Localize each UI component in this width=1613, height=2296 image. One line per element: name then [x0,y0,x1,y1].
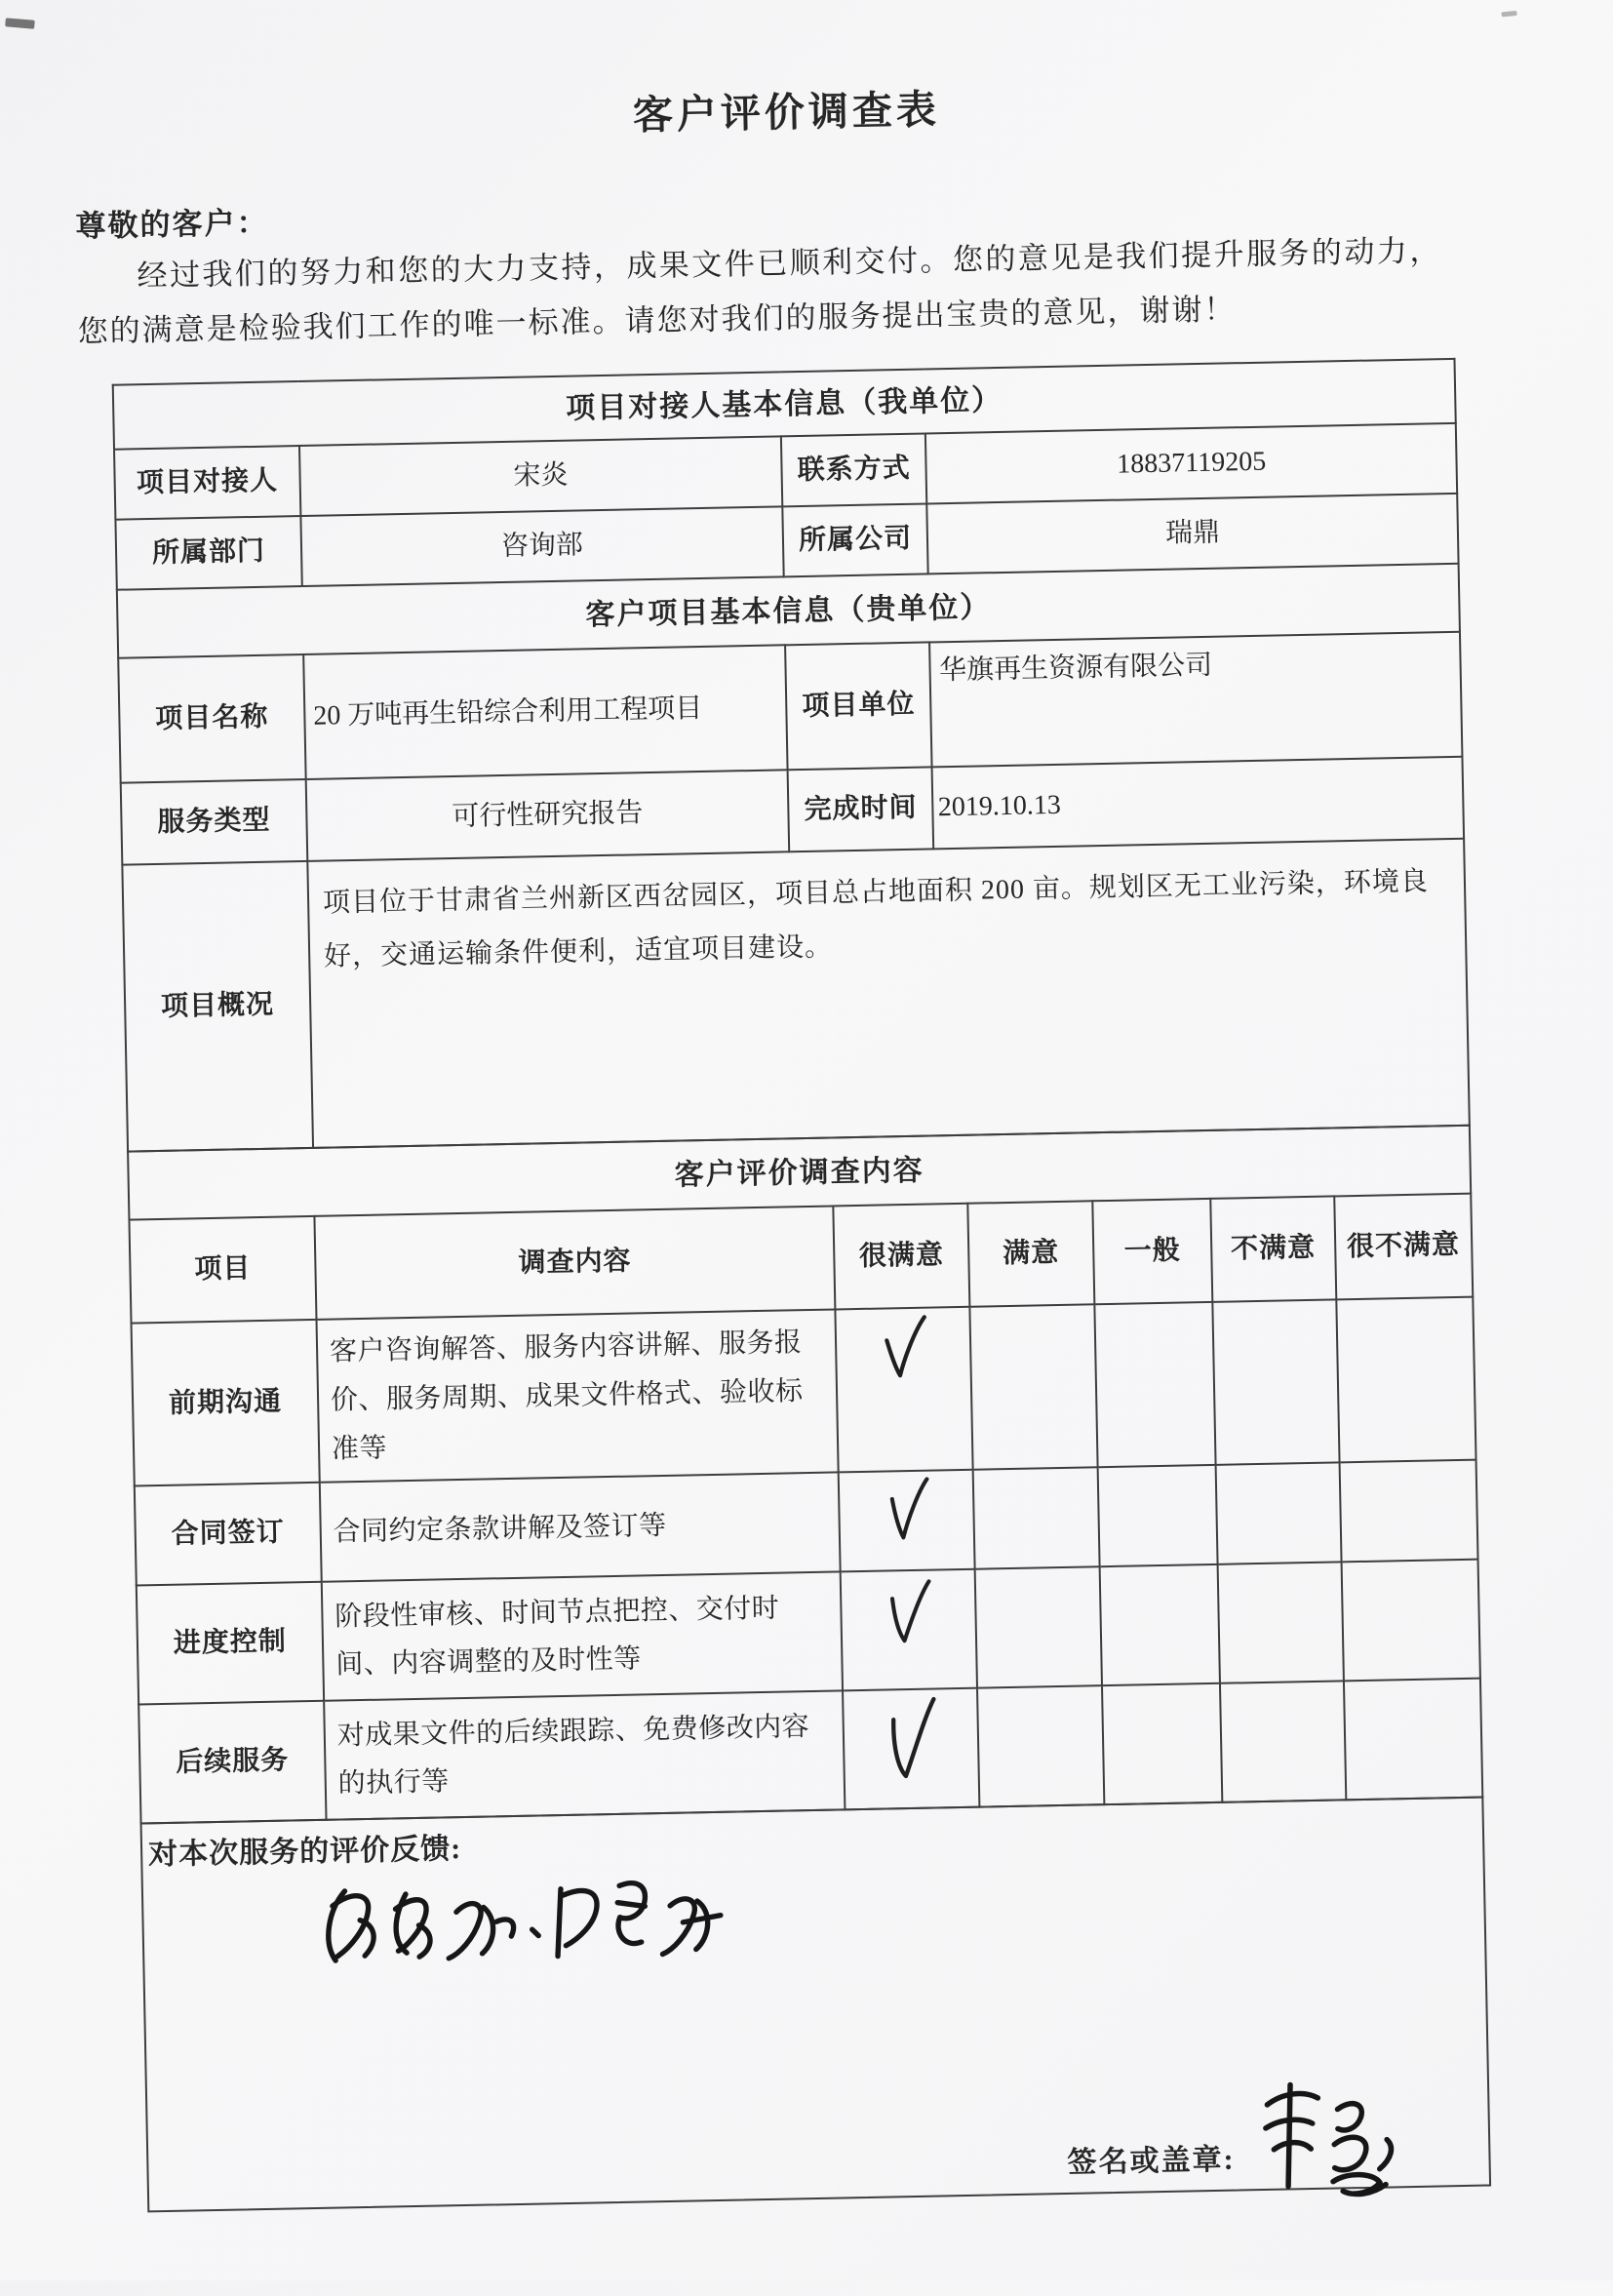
rating-cell-empty [1341,1560,1480,1682]
survey-item-label: 合同签订 [135,1483,322,1586]
checkmark-icon [882,1575,936,1654]
rating-cell-checked [841,1569,977,1691]
value-finish-time: 2019.10.13 [932,757,1464,850]
label-contact-person: 项目对接人 [114,446,300,520]
rating-cell-checked [839,1470,975,1572]
feedback-section [140,1797,1492,2213]
rating-cell-empty [1344,1679,1483,1801]
value-department: 咨询部 [300,506,783,586]
value-project-overview: 项目位于甘肃省兰州新区西岔园区，项目总占地面积 200 亩。规划区无工业污染，环境良好，交通运输条件便利，适宜项目建设。 [307,839,1470,1148]
rating-cell-empty [1339,1460,1477,1563]
label-project-name: 项目名称 [118,654,305,783]
section-title-contact: 项目对接人基本信息（我单位） [113,359,1456,450]
rating-cell-empty [1216,1463,1342,1564]
survey-row [132,1297,1476,1486]
section-title-project: 客户项目基本信息（贵单位） [117,564,1460,658]
feedback-label: 对本次服务的评价反馈: [147,1833,462,1872]
rating-cell-empty [977,1686,1104,1807]
column-header-item: 项目 [129,1216,316,1324]
rating-cell-empty [1218,1563,1344,1683]
survey-item-label: 进度控制 [137,1582,324,1705]
label-contact-method: 联系方式 [781,433,927,506]
form-table [112,358,1491,2213]
page-title: 客户评价调查表 [632,87,941,139]
column-header-unsatisfied: 不满意 [1210,1196,1336,1301]
label-department: 所属部门 [115,516,301,590]
rating-cell-empty [1220,1682,1346,1802]
rating-cell-empty [1336,1297,1476,1463]
checkmark-icon [876,1313,932,1390]
rating-cell-checked [836,1307,973,1473]
section-title-survey: 客户评价调查内容 [128,1126,1471,1220]
survey-table [127,1125,1483,1825]
scan-artifact [1501,11,1516,17]
signature-label: 签名或盖章: [1067,2144,1236,2180]
column-header-content: 调查内容 [314,1206,835,1319]
column-header-very-unsatisfied: 很不满意 [1334,1194,1473,1300]
survey-item-label: 后续服务 [138,1701,326,1824]
salutation: 尊敬的客户： [75,205,269,244]
survey-item-label: 前期沟通 [132,1320,320,1486]
rating-cell-empty [1100,1564,1220,1685]
rating-cell-empty [1102,1683,1222,1804]
rating-cell-empty [975,1567,1102,1688]
rating-cell-empty [1094,1302,1215,1468]
label-service-type: 服务类型 [121,779,307,865]
rating-cell-checked [843,1688,979,1810]
value-phone: 18837119205 [925,423,1457,504]
value-contact-person: 宋炎 [299,436,782,516]
survey-item-content: 对成果文件的后续跟踪、免费修改内容的执行等 [324,1691,846,1820]
value-service-type: 可行性研究报告 [306,770,790,861]
checkmark-icon [882,1694,940,1791]
rating-cell-empty [1098,1465,1218,1566]
label-project-unit: 项目单位 [785,642,932,770]
signature-handwriting [1247,2076,1406,2215]
value-company: 瑞鼎 [927,494,1459,574]
rating-cell-empty [1212,1299,1339,1465]
table-row [122,839,1469,1152]
value-project-unit: 华旗再生资源有限公司 [929,632,1462,768]
label-project-overview: 项目概况 [122,861,313,1152]
survey-item-content: 阶段性审核、时间节点把控、交付时间、内容调整的及时性等 [322,1572,844,1701]
survey-item-content: 客户咨询解答、服务内容讲解、服务报价、服务周期、成果文件格式、验收标准等 [316,1309,839,1483]
info-table [112,358,1471,1153]
column-header-satisfied: 满意 [967,1201,1094,1306]
value-project-name: 20 万吨再生铅综合利用工程项目 [303,645,787,779]
feedback-handwriting [308,1860,729,1985]
label-finish-time: 完成时间 [787,767,933,851]
rating-cell-empty [973,1468,1100,1569]
column-header-neutral: 一般 [1092,1199,1212,1304]
rating-cell-empty [969,1304,1097,1470]
survey-item-content: 合同约定条款讲解及签订等 [320,1473,841,1582]
column-header-very-satisfied: 很满意 [834,1204,970,1310]
label-company: 所属公司 [782,503,928,576]
checkmark-icon [880,1476,933,1551]
scan-artifact [5,18,35,29]
intro-paragraph: 经过我们的努力和您的大力支持，成果文件已顺利交付。您的意见是我们提升服务的动力，您的满意是检验我们工作的唯一标准。请您对我们的服务提出宝贵的意见，谢谢！ [77,233,1442,349]
